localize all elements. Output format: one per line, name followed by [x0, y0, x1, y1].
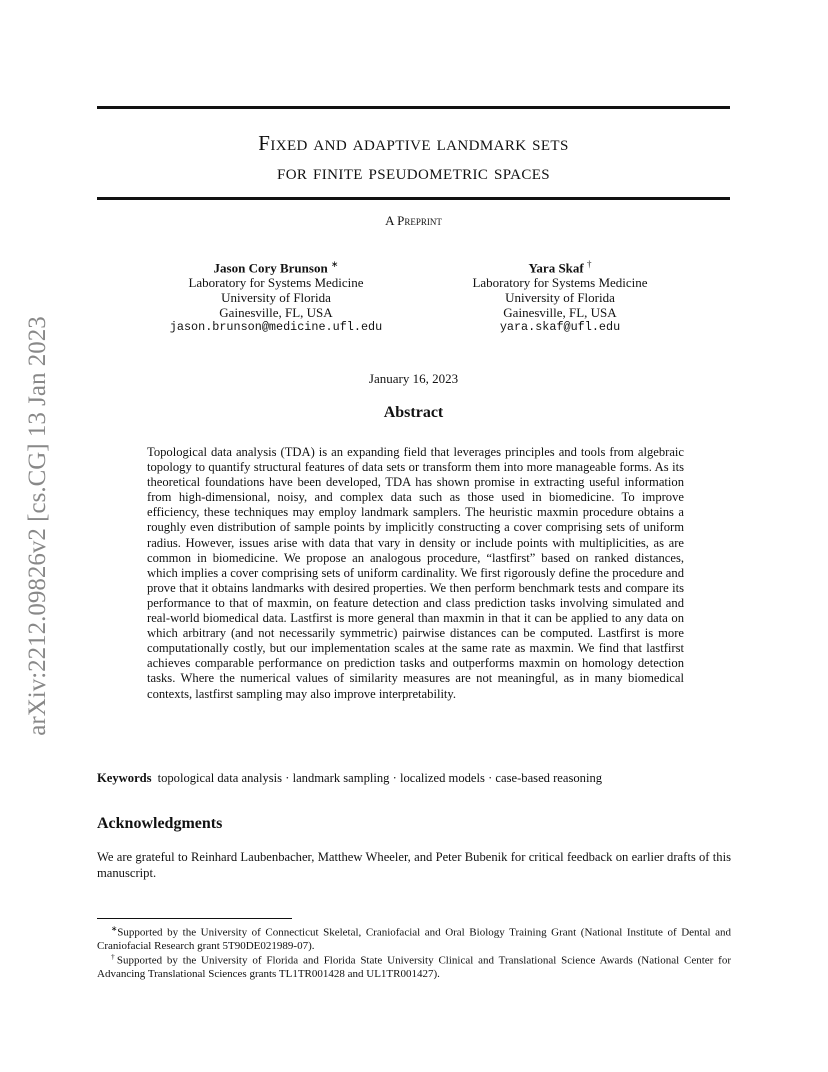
keywords-label: Keywords [97, 771, 152, 785]
title-top-rule [97, 106, 730, 109]
author-university: University of Florida [505, 290, 615, 306]
arxiv-identifier: arXiv:2212.09826v2 [cs.CG] 13 Jan 2023 [24, 316, 51, 736]
footnote-text: Supported by the University of Florida and Florida State University Clinical and Translational Science Awards (National Center for Advancing Translational Sciences grants TL1TR001428 and UL1TR001427). [97, 954, 732, 981]
author-email: jason.brunson@medicine.ufl.edu [169, 320, 383, 335]
preprint-label: A Preprint [385, 213, 442, 228]
author-affiliation: Laboratory for Systems Medicine [188, 275, 364, 291]
author-email: yara.skaf@ufl.edu [499, 320, 621, 335]
keywords-text: topological data analysis · landmark sampling · localized models · case-based reasoning [157, 771, 603, 785]
paper-title [97, 129, 730, 187]
footnote-2 [97, 950, 731, 982]
author-block-1 [156, 257, 396, 335]
footnote-rule [97, 918, 292, 919]
footnote-mark: † [111, 952, 117, 961]
title-line-2: for finite pseudometric spaces [276, 160, 551, 184]
footnote-text: Supported by the University of Connecticut Skeletal, Craniofacial and Oral Biology Training Grant (National Institute of Dental and Craniofacial Research grant 5T90DE021989-07). [97, 926, 731, 953]
title-line-1: Fixed and adaptive landmark sets [258, 131, 569, 155]
author-footnote-mark: † [587, 259, 592, 269]
publication-date: January 16, 2023 [368, 371, 459, 386]
abstract-text: Topological data analysis (TDA) is an expanding field that leverages principles and tools from algebraic topology to quantify structural features of data sets or transform them into more manageable forms. As its theoretical foundations have been developed, TDA has shown promise in extracting useful information from high-dimensional, noisy, and complex data such as those used in biomedicine. To improve efficiency, these techniques may employ landmark samplers. The heuristic maxmin procedure obtains a roughly even distribution of sample points by implicitly constructing a cover comprising sets of uniform radius. However, issues arise with data that vary in density or include points with multiplicities, as are common in biomedicine. We propose an analogous procedure, “lastfirst” based on ranked distances, which implies a cover comprising sets of uniform cardinality. We first rigorously define the procedure and prove that it obtains landmarks with desired properties. We then perform benchmark tests and compare its performance to that of maxmin, on feature detection and class prediction tasks involving simulated and real-world biomedical data. Lastfirst is more general than maxmin in that it can be applied to any data on which arbitrary (and not necessarily symmetric) pairwise distances can be computed. Lastfirst is more computationally costly, but our implementation scales at the same rate as maxmin. We find that lastfirst achieves comparable performance on prediction tasks and outperforms maxmin on homology detection tasks. Where the numerical values of similarity measures are not meaningful, as in many biomedical contexts, lastfirst sampling may also improve interpretability. [147, 445, 684, 701]
footnote-mark: ∗ [111, 924, 118, 933]
title-bottom-rule [97, 197, 730, 200]
author-block-2 [440, 257, 680, 335]
author-location: Gainesville, FL, USA [219, 305, 333, 321]
acknowledgments-text: We are grateful to Reinhard Laubenbacher, Matthew Wheeler, and Peter Bubenik for critical feedback on earlier drafts of this manuscript. [97, 850, 731, 880]
author-location: Gainesville, FL, USA [503, 305, 617, 321]
author-name: Yara Skaf [528, 260, 584, 276]
author-university: University of Florida [221, 290, 331, 306]
keywords-line [97, 771, 737, 786]
author-name: Jason Cory Brunson [213, 260, 328, 276]
author-affiliation: Laboratory for Systems Medicine [472, 275, 648, 291]
acknowledgments-heading: Acknowledgments [97, 815, 223, 832]
abstract-heading: Abstract [383, 404, 444, 421]
author-footnote-mark: ∗ [330, 259, 339, 269]
